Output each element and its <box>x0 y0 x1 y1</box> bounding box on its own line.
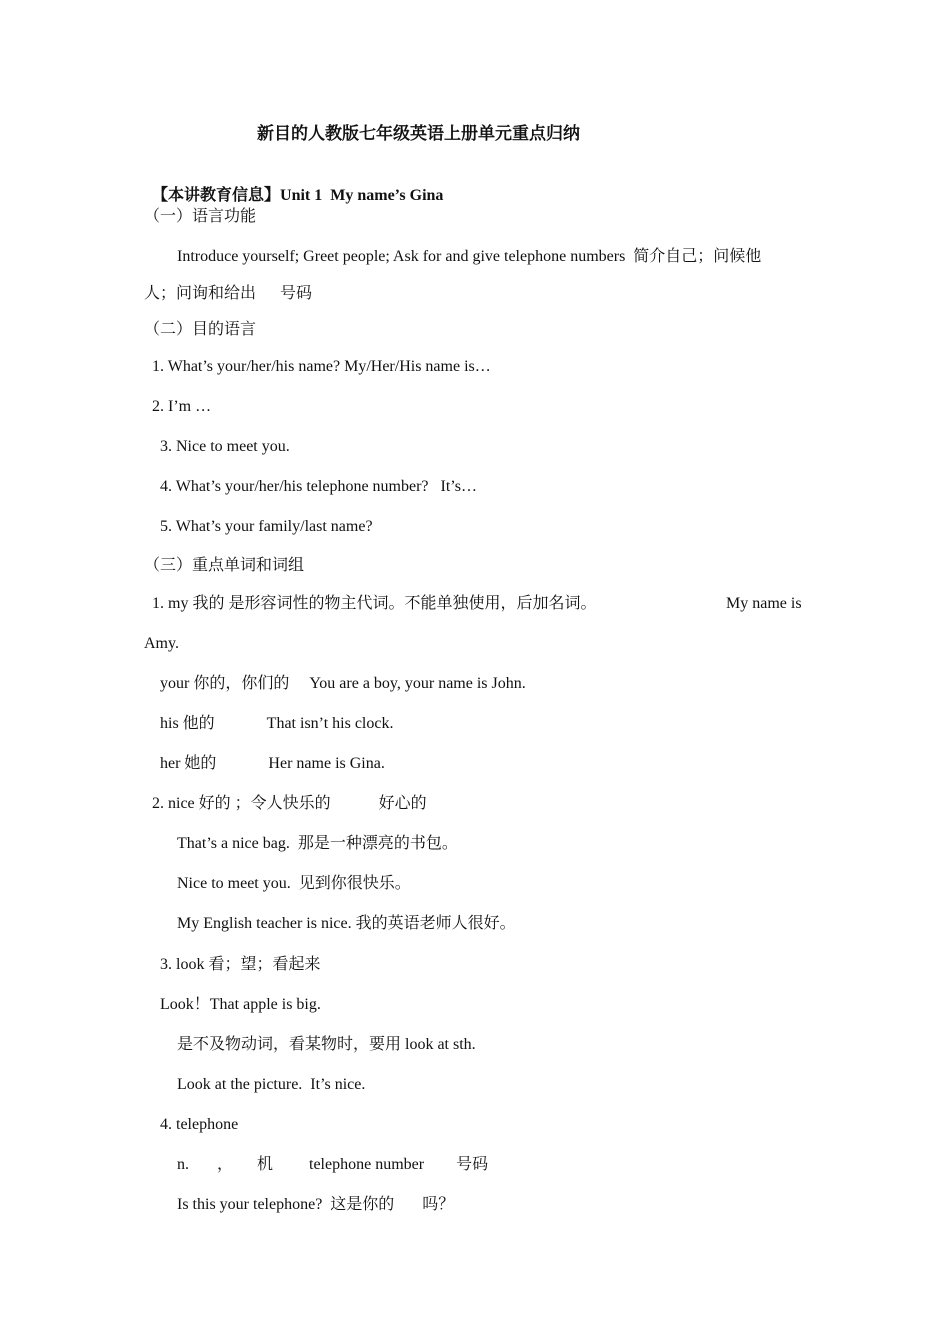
vocab-look: 3. look 看；望；看起来 <box>160 956 321 973</box>
example-sentence: Is this your telephone? 这是你的 吗？ <box>177 1196 455 1213</box>
example-sentence: Look at the picture. It’s nice. <box>177 1076 366 1093</box>
target-sentence: 4. What’s your/her/his telephone number? It’s… <box>160 478 477 495</box>
vocab-telephone: 4. telephone <box>160 1116 239 1133</box>
vocab-nice: 2. nice 好的 ；令人快乐的 好心的 <box>152 795 427 812</box>
target-sentence: 3. Nice to meet you. <box>160 438 290 455</box>
example-sentence: My English teacher is nice. 我的英语老师人很好。 <box>177 915 516 932</box>
section-heading-language-function: （一）语言功能 <box>144 208 257 225</box>
vocab-your: your 你的，你们的 You are a boy, your name is John. <box>160 675 526 692</box>
usage-note: 是不及物动词，看某物时，要用 look at sth. <box>177 1036 476 1053</box>
target-sentence: 1. What’s your/her/his name? My/Her/His name is… <box>152 358 491 375</box>
vocab-my-example: My name is <box>726 595 802 612</box>
example-sentence: Nice to meet you. 见到你很快乐。 <box>177 875 411 892</box>
vocab-my: 1. my 我的 是形容词性的物主代词。不能单独使用，后加名词。 <box>152 595 597 612</box>
vocab-his: his 他的 That isn’t his clock. <box>160 715 394 732</box>
definition-line: n. ， 机 telephone number 号码 <box>177 1156 489 1173</box>
lesson-header <box>144 166 444 204</box>
language-function-text: Introduce yourself; Greet people; Ask for and give telephone numbers 简介自己；问候他 <box>177 248 762 265</box>
vocab-her: her 她的 Her name is Gina. <box>160 755 385 772</box>
example-sentence: Look！That apple is big. <box>160 996 321 1013</box>
example-sentence: That’s a nice bag. 那是一种漂亮的书包。 <box>177 835 458 852</box>
section-heading-target-language: （二）目的语言 <box>144 321 257 338</box>
page-title: 新目的人教版七年级英语上册单元重点归纳 <box>257 124 580 143</box>
target-sentence: 5. What’s your family/last name? <box>160 518 373 535</box>
target-sentence: 2. I’m … <box>152 398 212 415</box>
section-heading-key-words: （三）重点单词和词组 <box>144 557 305 574</box>
language-function-text-cont: 人；问询和给出 号码 <box>144 285 313 302</box>
vocab-my-example-cont: Amy. <box>144 635 179 652</box>
unit-title: Unit 1 My name’s Gina <box>280 187 444 204</box>
lesson-label: 【本讲教育信息】 <box>152 187 281 204</box>
